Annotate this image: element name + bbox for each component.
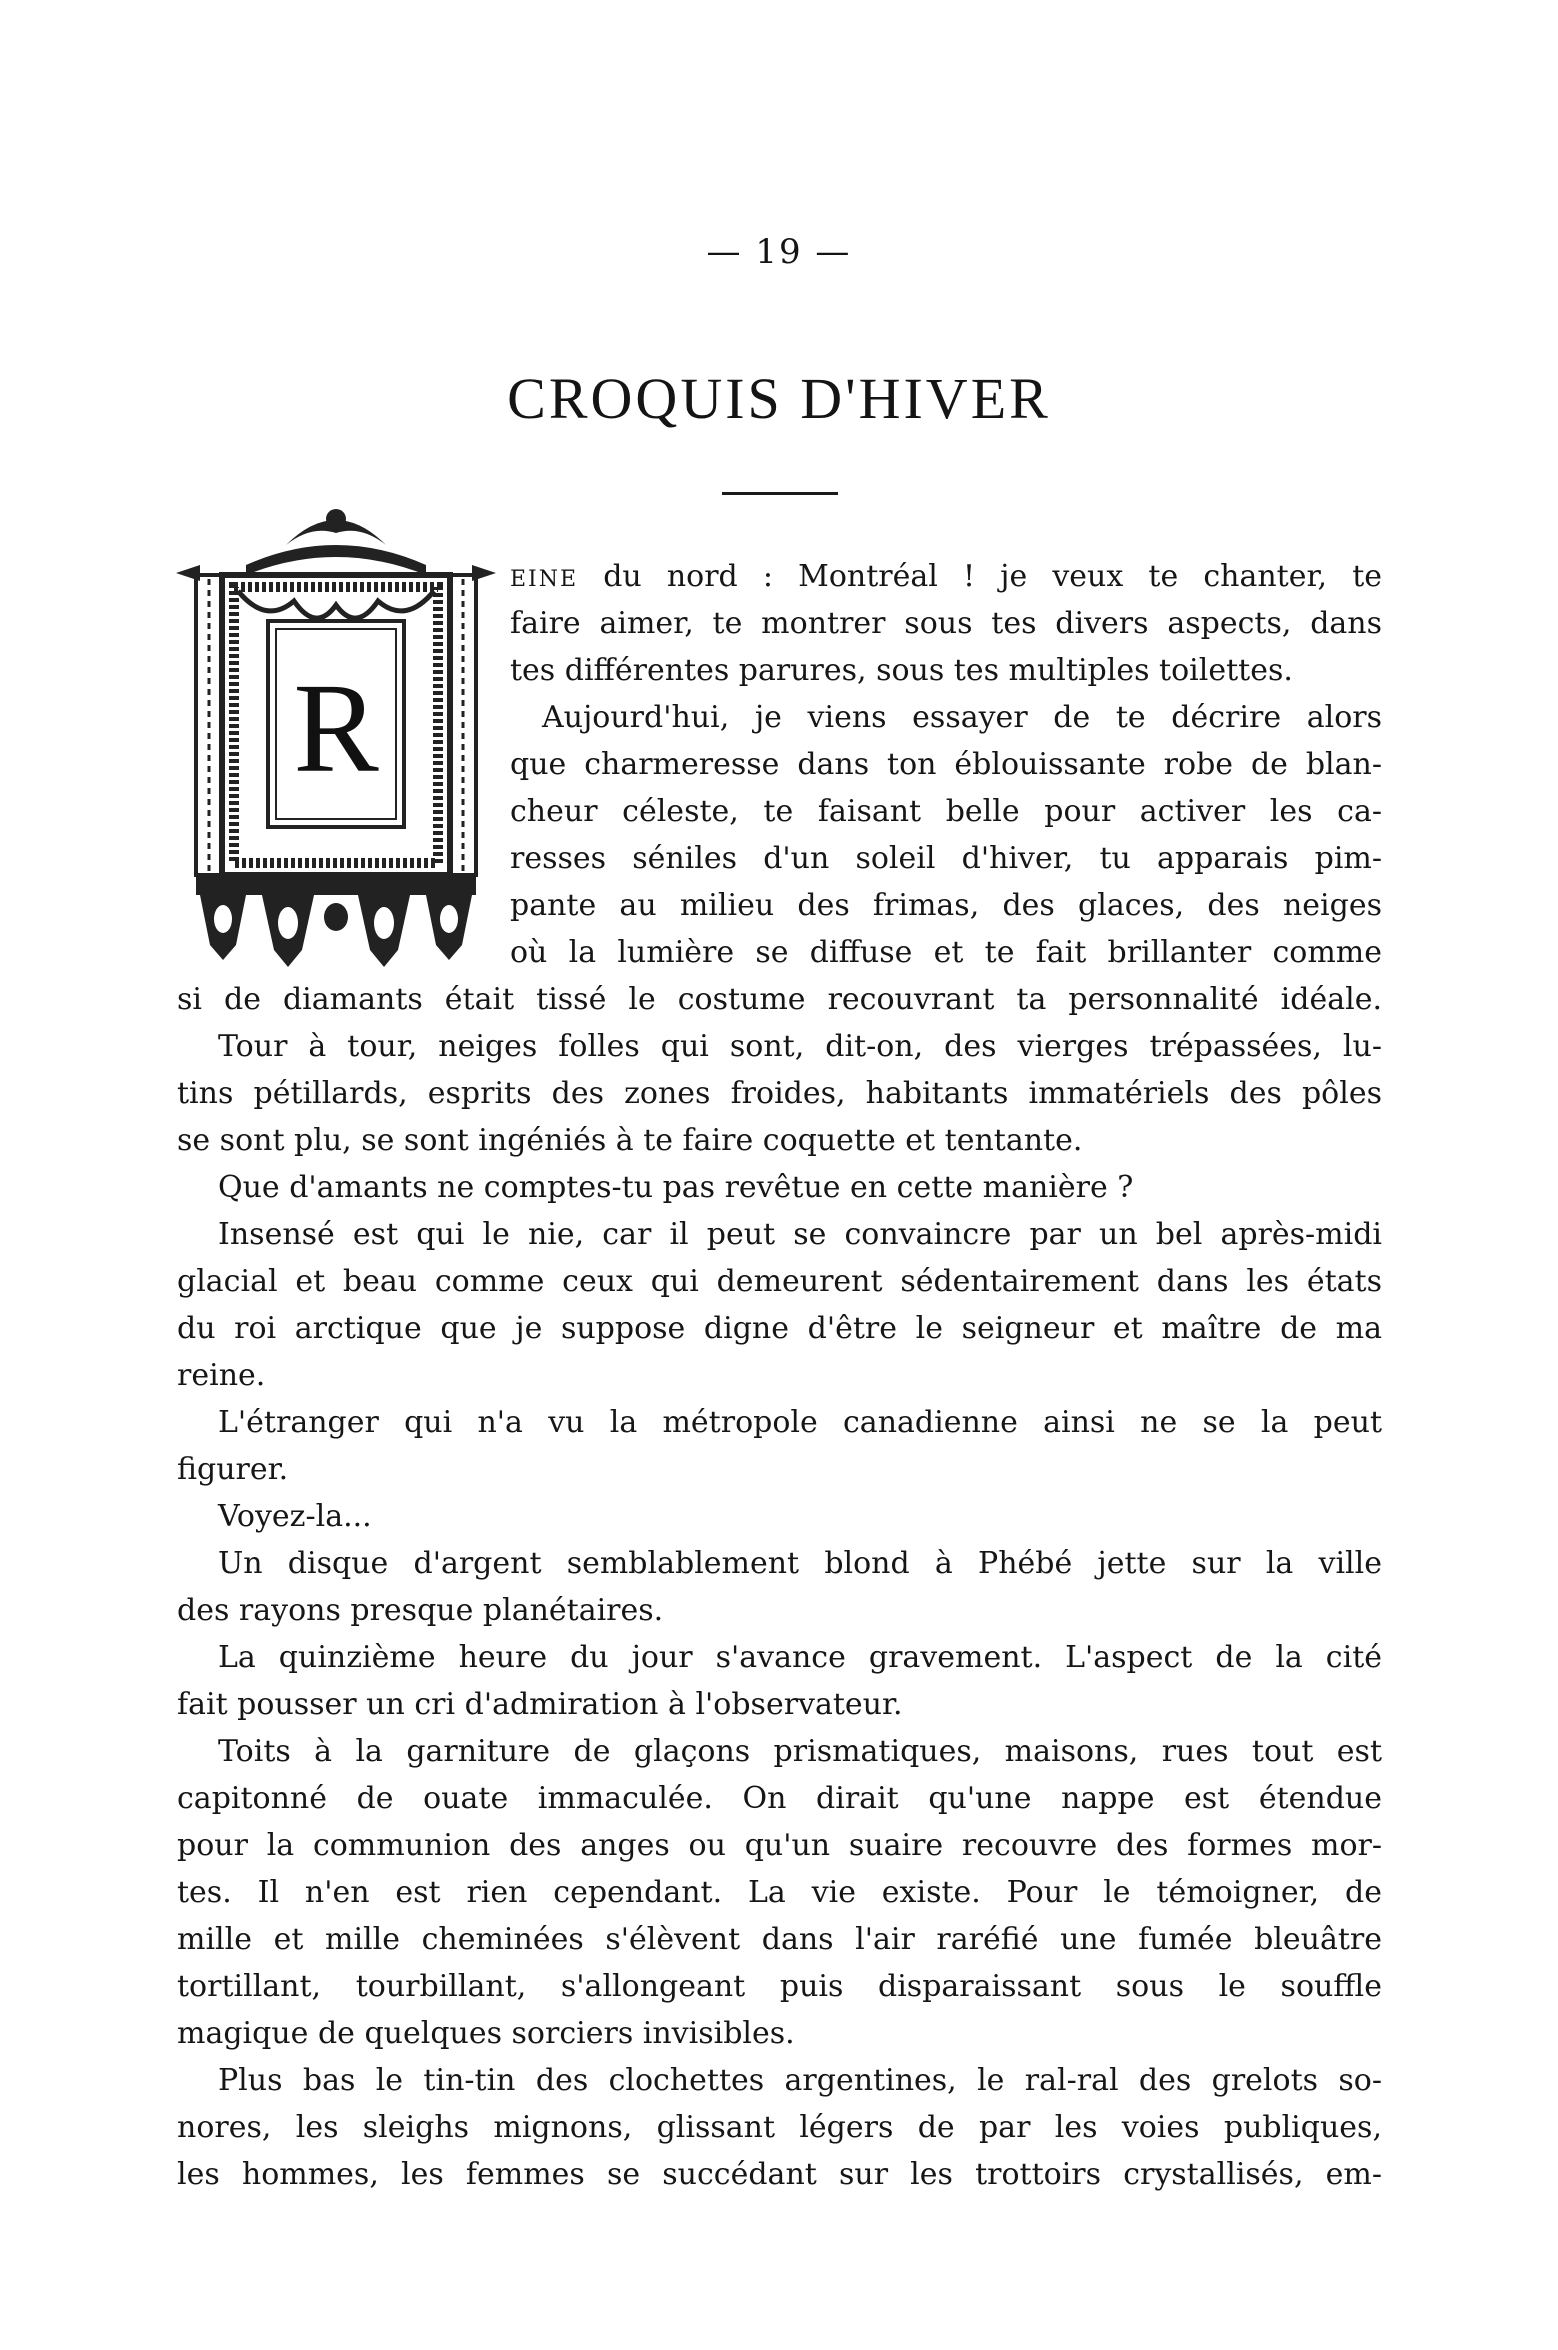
text-line: Un disque d'argent semblablement blond à Phébé jette sur la ville [218, 1546, 1382, 1581]
text-line: faire aimer, te montrer sous tes divers aspects, dans [510, 606, 1382, 641]
text-line: tortillant, tourbillant, s'allongeant puis disparaissant sous le souffle [177, 1969, 1382, 2004]
text-line: resses séniles d'un soleil d'hiver, tu apparais pim- [510, 841, 1382, 876]
text-line: tes différentes parures, sous tes multiples toilettes. [510, 653, 1293, 688]
text-line: cheur céleste, te faisant belle pour activer les ca- [510, 794, 1382, 829]
text-line: tes. Il n'en est rien cependant. La vie existe. Pour le témoigner, de [177, 1875, 1382, 1910]
text-line: où la lumière se diffuse et te fait brillanter comme [510, 935, 1382, 970]
text-line: tins pétillards, esprits des zones froides, habitants immatériels des pôles [177, 1076, 1382, 1111]
text-line: L'étranger qui n'a vu la métropole canadienne ainsi ne se la peut [218, 1405, 1382, 1440]
text-line: Voyez-la... [218, 1499, 372, 1534]
text-line: reine. [177, 1358, 266, 1393]
text-line: mille et mille cheminées s'élèvent dans l'air raréfié une fumée bleuâtre [177, 1922, 1382, 1957]
text-line: Aujourd'hui, je viens essayer de te décrire alors [542, 700, 1382, 735]
text-line: nores, les sleighs mignons, glissant légers de par les voies publiques, [177, 2110, 1382, 2145]
dropcap-letter: R [293, 657, 379, 799]
page-number: — 19 — [706, 232, 852, 272]
text-line: du roi arctique que je suppose digne d'être le seigneur et maître de ma [177, 1311, 1382, 1346]
text-line: les hommes, les femmes se succédant sur les trottoirs crystallisés, em- [177, 2157, 1382, 2192]
text-line: figurer. [177, 1452, 289, 1487]
text-line: des rayons presque planétaires. [177, 1593, 664, 1628]
text-line: glacial et beau comme ceux qui demeurent sédentairement dans les états [177, 1264, 1382, 1299]
text-line: EINE du nord : Montréal ! je veux te chanter, te [510, 559, 1382, 594]
text-line: Que d'amants ne comptes-tu pas revêtue en cette manière ? [218, 1170, 1134, 1205]
chapter-title: CROQUIS D'HIVER [507, 366, 1051, 431]
text-line: pante au milieu des frimas, des glaces, des neiges [510, 888, 1382, 923]
text-line: que charmeresse dans ton éblouissante robe de blan- [510, 747, 1382, 782]
text-line: Tour à tour, neiges folles qui sont, dit-on, des vierges trépassées, lu- [218, 1029, 1382, 1064]
text-line: Toits à la garniture de glaçons prismatiques, maisons, rues tout est [218, 1734, 1382, 1769]
text-line: si de diamants était tissé le costume recouvrant ta personnalité idéale. [177, 982, 1382, 1017]
text-line: magique de quelques sorciers invisibles. [177, 2016, 795, 2051]
text-line: fait pousser un cri d'admiration à l'observateur. [177, 1687, 903, 1722]
text-line: pour la communion des anges ou qu'un suaire recouvre des formes mor- [177, 1828, 1382, 1863]
text-line: capitonné de ouate immaculée. On dirait qu'une nappe est étendue [177, 1781, 1382, 1816]
text-line: La quinzième heure du jour s'avance gravement. L'aspect de la cité [218, 1640, 1382, 1675]
text-line: Insensé est qui le nie, car il peut se convaincre par un bel après-midi [218, 1217, 1382, 1252]
text-line: se sont plu, se sont ingéniés à te faire coquette et tentante. [177, 1123, 1083, 1158]
lead-smallcaps: EINE [510, 567, 579, 592]
text-line: Plus bas le tin-tin des clochettes argentines, le ral-ral des grelots so- [218, 2063, 1382, 2098]
